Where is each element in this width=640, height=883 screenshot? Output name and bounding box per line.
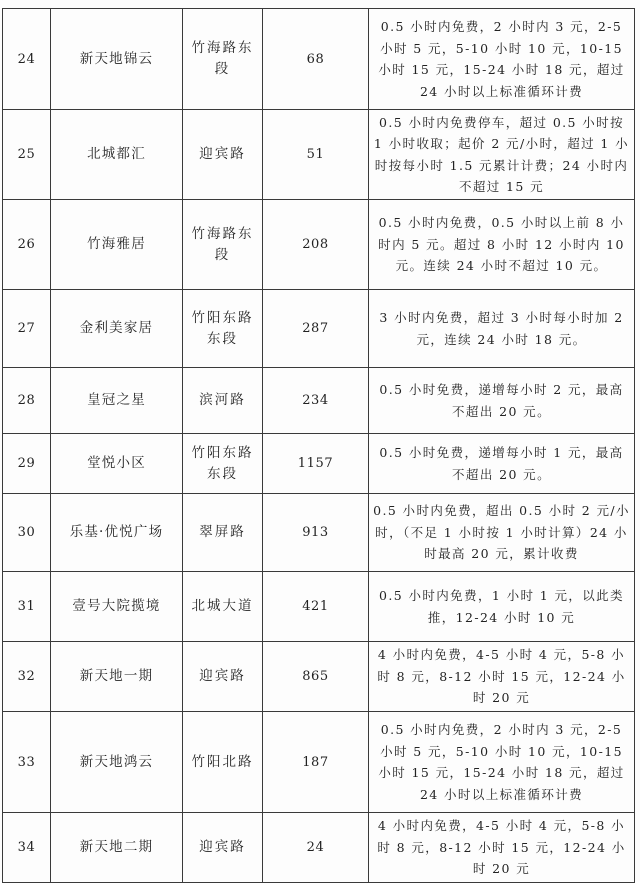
table-row [3,642,635,712]
parking-spaces: 208 [263,200,369,290]
fee-description: 0.5 小时内免费，2 小时内 3 元，2-5 小时 5 元，5-10 小时 10 元，10-15 小时 15 元，15-24 小时 18 元，超过 24 小时以上标准循环计费 [369,712,635,813]
row-number: 32 [3,642,51,712]
row-number: 26 [3,200,51,290]
parking-spaces: 1157 [263,434,369,494]
table-row [3,200,635,290]
row-number: 33 [3,712,51,813]
parking-lot-name: 北城都汇 [51,110,183,200]
table-row [3,572,635,642]
parking-spaces: 68 [263,9,369,110]
fee-description: 4 小时内免费，4-5 小时 4 元，5-8 小时 8 元，8-12 小时 15 元，12-24 小时 20 元 [369,642,635,712]
parking-lot-name: 新天地一期 [51,642,183,712]
road-name: 迎宾路 [183,110,263,200]
parking-lot-name: 竹海雅居 [51,200,183,290]
fee-description: 0.5 小时内免费，超出 0.5 小时 2 元/小时，（不足 1 小时按 1 小时计算）24 小时最高 20 元，累计收费 [369,494,635,572]
road-name: 竹海路东段 [183,200,263,290]
parking-spaces: 187 [263,712,369,813]
row-number: 31 [3,572,51,642]
table-row [3,813,635,883]
row-number: 34 [3,813,51,883]
parking-lot-name: 乐基·优悦广场 [51,494,183,572]
fee-description: 0.5 小时内免费，2 小时内 3 元，2-5 小时 5 元，5-10 小时 10 元，10-15 小时 15 元，15-24 小时 18 元，超过 24 小时以上标准循环计费 [369,9,635,110]
fee-description: 0.5 小时免费，递增每小时 2 元，最高不超出 20 元。 [369,368,635,434]
parking-spaces: 51 [263,110,369,200]
table-row [3,110,635,200]
parking-lot-name: 新天地锦云 [51,9,183,110]
parking-lot-name: 金利美家居 [51,290,183,368]
parking-lot-name: 皇冠之星 [51,368,183,434]
fee-description: 0.5 小时免费，递增每小时 1 元，最高不超出 20 元。 [369,434,635,494]
parking-spaces: 234 [263,368,369,434]
road-name: 迎宾路 [183,813,263,883]
road-name: 竹海路东段 [183,9,263,110]
road-name: 竹阳北路 [183,712,263,813]
parking-spaces: 24 [263,813,369,883]
table-row [3,368,635,434]
parking-fee-table [2,8,635,883]
road-name: 竹阳东路东段 [183,290,263,368]
table-row [3,494,635,572]
road-name: 翠屏路 [183,494,263,572]
table-row [3,434,635,494]
fee-description: 0.5 小时内免费，0.5 小时以上前 8 小时内 5 元。超过 8 小时 12 小时内 10 元。连续 24 小时不超过 10 元。 [369,200,635,290]
row-number: 30 [3,494,51,572]
road-name: 迎宾路 [183,642,263,712]
fee-description: 3 小时内免费，超过 3 小时每小时加 2 元，连续 24 小时 18 元。 [369,290,635,368]
table-row [3,9,635,110]
parking-spaces: 287 [263,290,369,368]
fee-description: 0.5 小时内免费停车，超过 0.5 小时按 1 小时收取；起价 2 元/小时，超过 1 小时按每小时 1.5 元累计计费；24 小时内不超过 15 元 [369,110,635,200]
parking-lot-name: 新天地二期 [51,813,183,883]
parking-lot-name: 壹号大院揽境 [51,572,183,642]
road-name: 北城大道 [183,572,263,642]
parking-lot-name: 新天地鸿云 [51,712,183,813]
row-number: 28 [3,368,51,434]
parking-spaces: 865 [263,642,369,712]
fee-description: 4 小时内免费，4-5 小时 4 元，5-8 小时 8 元，8-12 小时 15 元，12-24 小时 20 元 [369,813,635,883]
table-row [3,712,635,813]
row-number: 24 [3,9,51,110]
parking-lot-name: 堂悦小区 [51,434,183,494]
road-name: 滨河路 [183,368,263,434]
parking-spaces: 913 [263,494,369,572]
row-number: 27 [3,290,51,368]
fee-description: 0.5 小时内免费，1 小时 1 元，以此类推，12-24 小时 10 元 [369,572,635,642]
table-row [3,290,635,368]
road-name: 竹阳东路东段 [183,434,263,494]
row-number: 25 [3,110,51,200]
parking-spaces: 421 [263,572,369,642]
row-number: 29 [3,434,51,494]
